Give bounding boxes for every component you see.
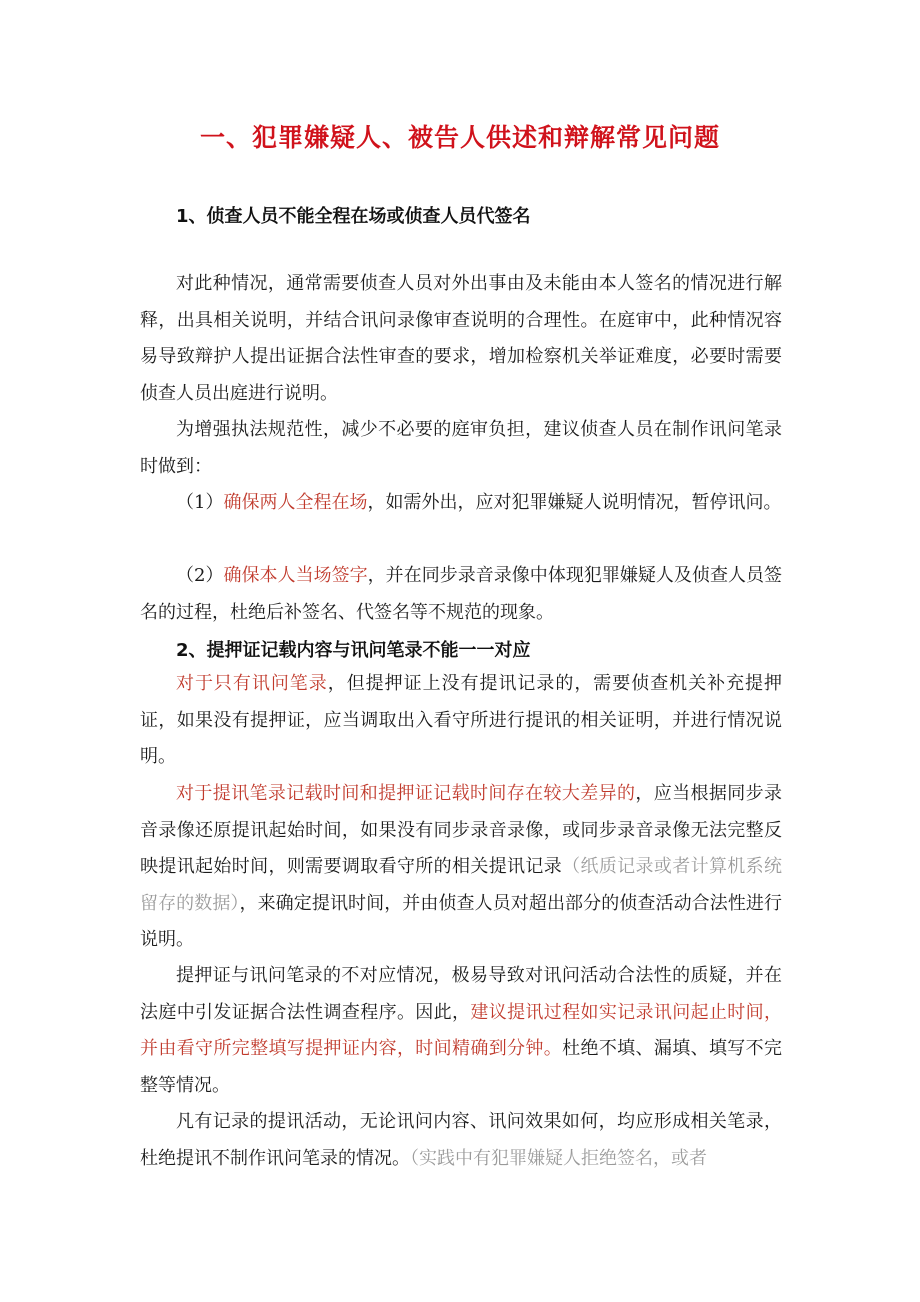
section-2-paragraph-3 <box>140 958 782 1104</box>
paragraph-1-text: ，但提押证上没有提讯记录的，需要侦查机关补充提押证，如果没有提押证，应当调取出入看守所进行提讯的相关证明，并进行情况说明。 <box>140 673 783 767</box>
item-1-prefix: （1） <box>176 492 224 513</box>
paragraph-3-highlight: 建议提讯过程如实记录讯问起止时间，并由看守所完整填写提押证内容，时间精确到分钟。 <box>140 1001 783 1059</box>
section-1-paragraph-1: 对此种情况，通常需要侦查人员对外出事由及未能由本人签名的情况进行解释，出具相关说明，并结合讯问录像审查说明的合理性。在庭审中，此种情况容易导致辩护人提出证据合法性审查的要求，增加检察机关举证难度，必要时需要侦查人员出庭进行说明。 <box>140 273 782 404</box>
paragraph-4-text: 凡有记录的提讯活动，无论讯问内容、讯问效果如何，均应形成相关笔录，杜绝提讯不制作讯问笔录的情况。 <box>140 1111 782 1169</box>
paragraph-2-highlight: 对于提讯笔录记载时间和提押证记载时间存在较大差异的 <box>176 783 636 804</box>
section-1-item-1 <box>140 485 782 522</box>
paragraph-1-highlight: 对于只有讯问笔录 <box>176 673 328 694</box>
section-2-paragraph-4 <box>140 1104 782 1177</box>
section-2-paragraph-1 <box>140 666 782 776</box>
item-2-highlight: 确保本人当场签字 <box>223 565 368 586</box>
section-1-heading: 1、侦查人员不能全程在场或侦查人员代签名 <box>176 206 531 227</box>
section-1-paragraph-2: 为增强执法规范性，减少不必要的庭审负担，建议侦查人员在制作讯问笔录时做到： <box>140 419 782 477</box>
item-2-text: ，并在同步录音录像中体现犯罪嫌疑人及侦查人员签名的过程，杜绝后补签名、代签名等不规范的现象。 <box>140 565 783 623</box>
section-2-heading: 2、提押证记载内容与讯问笔录不能一一对应 <box>176 640 531 661</box>
page-title: 一、犯罪嫌疑人、被告人供述和辩解常见问题 <box>199 123 720 152</box>
item-2-prefix: （2） <box>176 565 224 586</box>
section-2-paragraph-2 <box>140 776 782 959</box>
paragraph-2-text-2: ，来确定提讯时间，并由侦查人员对超出部分的侦查活动合法性进行说明。 <box>140 892 782 950</box>
section-1-item-2 <box>140 558 782 631</box>
paragraph-3-text-1: 提押证与讯问笔录的不对应情况，极易导致对讯问活动合法性的质疑，并在法庭中引发证据合法性调查程序。因此， <box>140 965 782 1023</box>
paragraph-4-gray-note: （实践中有犯罪嫌疑人拒绝签名，或者 <box>410 1147 707 1169</box>
item-1-highlight: 确保两人全程在场 <box>223 492 368 513</box>
paragraph-2-gray-note: （纸质记录或者计算机系统留存的数据） <box>140 856 783 914</box>
item-1-text: ，如需外出，应对犯罪嫌疑人说明情况，暂停讯问。 <box>367 492 782 513</box>
paragraph-2-text-1: ，应当根据同步录音录像还原提讯起始时间，如果没有同步录音录像，或同步录音录像无法完整反映提讯起始时间，则需要调取看守所的相关提讯记录 <box>140 783 782 877</box>
paragraph-3-text-2: 杜绝不填、漏填、填写不完整等情况。 <box>140 1038 783 1096</box>
